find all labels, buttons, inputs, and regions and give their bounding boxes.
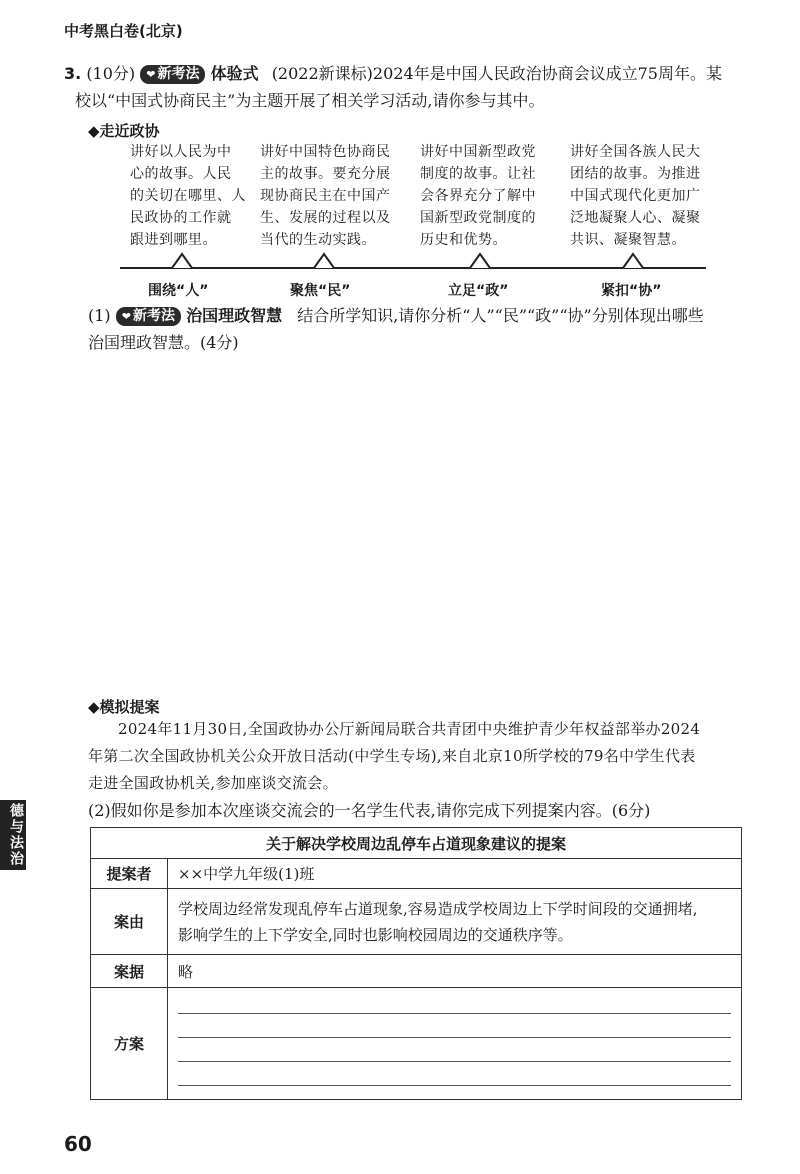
timeline-label-min: 聚焦“民” [290,283,351,299]
sub1-line-1 [88,306,704,326]
timeline-graphic [118,250,708,274]
location-pin-icon: ❤ [146,68,156,81]
timeline-label-ren: 围绕“人” [148,283,209,299]
timeline-marker-2 [314,254,334,268]
question-text-1: 2024年是中国人民政治协商会议成立75周年。某 [372,64,722,83]
sub1-tag: 治国理政智慧 [186,306,283,325]
timeline-marker-4 [623,254,643,268]
location-pin-icon: ❤ [121,310,131,323]
proposal-table [90,827,742,1100]
story-2: 讲好中国特色协商民 主的故事。要充分展 现协商民主在中国产 生、发展的过程以及 当代的生动实践。 [260,144,391,248]
question-text-2: 校以“中国式协商民主”为主题开展了相关学习活动,请你参与其中。 [75,91,545,110]
story-4: 讲好全国各族人民大 团结的故事。为推进 中国式现代化更加广 泛地凝聚人心、凝聚 共识、凝聚智慧。 [570,144,701,248]
answer-line-4 [178,1062,731,1086]
timeline-label-xie: 紧扣“协” [601,283,662,299]
question-line-1: 3. (10分) ❤ 新考法 体验式 (2022新课标)2024年是中国人民政治协商会议成立75周年。某 [64,64,722,83]
answer-line-3 [178,1038,731,1062]
question-number: 3 [64,64,76,83]
reason-value: 学校周边经常发现乱停车占道现象,容易造成学校周边上下学时间段的交通拥堵, 影响学生的上下学安全,同时也影响校园周边的交通秩序等。 [168,889,742,955]
new-method-badge-2: ❤ 新考法 [116,307,181,326]
section2-paragraph: 2024年11月30日,全国政协办公厅新闻局联合共青团中央维护青少年权益部举办2024 年第二次全国政协机关公众开放日活动(中学生专场),来自北京10所学校的79名中学生代表 走进全国政协机关,参加座谈交流会。 [88,720,701,792]
sub1-text-2: 治国理政智慧。(4分) [88,333,239,352]
sub2-text: (2)假如你是参加本次座谈交流会的一名学生代表,请你完成下列提案内容。(6分) [88,801,651,820]
sub1-text-1: 结合所学知识,请你分析“人”“民”“政”“协”分别体现出哪些 [297,306,704,325]
basis-label: 案据 [91,955,168,988]
page-number: 60 [64,1132,92,1156]
timeline-label-zheng: 立足“政” [448,283,509,299]
section-title-zoujin: ◆走近政协 [88,122,160,140]
timeline-marker-3 [470,254,490,268]
question-score: (10分) [86,64,136,83]
timeline-marker-1 [172,254,192,268]
side-subject-tab: 德与法治 [0,800,26,870]
answer-line-1 [178,990,731,1014]
plan-answer-area[interactable] [168,988,742,1100]
answer-line-2 [178,1014,731,1038]
story-1: 讲好以人民为中 心的故事。人民 的关切在哪里、人 民政协的工作就 跟进到哪里。 [130,144,246,248]
plan-label: 方案 [91,988,168,1100]
section-title-moni: ◆模拟提案 [88,698,160,716]
sub1-number: (1) [88,306,111,325]
new-method-badge: ❤ 新考法 [140,65,205,84]
proposer-label: 提案者 [91,859,168,889]
proposer-value: ××中学九年级(1)班 [168,859,742,889]
basis-value: 略 [168,955,742,988]
question-tag: 体验式 [210,64,259,83]
book-header: 中考黑白卷(北京) [64,22,183,40]
story-3: 讲好中国新型政党 制度的故事。让社 会各界充分了解中 国新型政党制度的 历史和优势。 [420,144,536,248]
proposal-title: 关于解决学校周边乱停车占道现象建议的提案 [91,828,742,859]
reason-label: 案由 [91,889,168,955]
question-source: (2022新课标) [271,64,373,83]
